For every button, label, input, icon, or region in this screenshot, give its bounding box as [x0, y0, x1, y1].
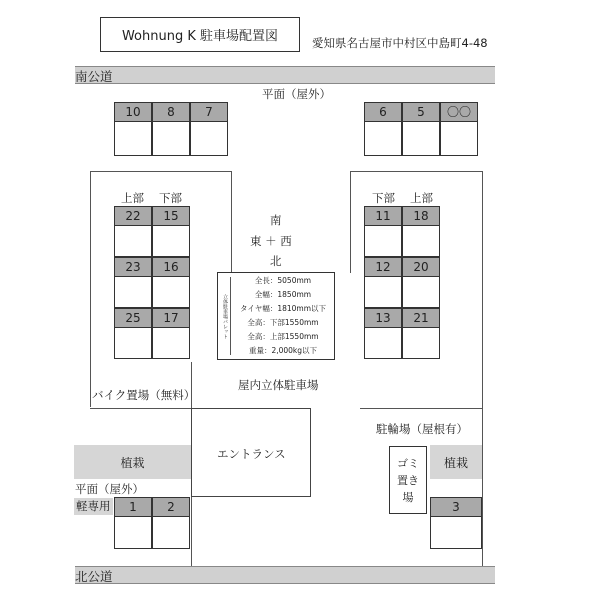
parking-slot: 11	[364, 206, 402, 257]
parking-slot: 7	[190, 102, 228, 156]
parking-slot: 22	[114, 206, 152, 257]
address-text: 愛知県名古屋市中村区中島町4-48	[312, 36, 488, 50]
parking-slot: 18	[402, 206, 440, 257]
parking-slot: 20	[402, 257, 440, 308]
building-outline	[360, 408, 483, 409]
parking-slot: 17	[152, 308, 190, 359]
north-road-label: 北公道	[75, 569, 113, 584]
spec-row: 全高：上部1550mm	[247, 332, 319, 341]
parking-slot: 3	[430, 497, 482, 549]
building-outline	[231, 171, 232, 273]
parking-slot: 1	[114, 497, 152, 549]
parking-slot: 12	[364, 257, 402, 308]
south-road-label: 南公道	[75, 69, 113, 84]
building-outline	[350, 171, 351, 273]
parking-slot: 21	[402, 308, 440, 359]
bike-area-label: バイク置場（無料）	[92, 388, 196, 402]
lower-label: 下部	[159, 191, 182, 205]
building-outline	[482, 171, 483, 571]
spec-row: タイヤ幅：1810mm以下	[239, 304, 327, 313]
north-road-band	[75, 566, 495, 584]
garbage-area: ゴミ 置き 場	[389, 446, 427, 514]
parking-slot: 10	[114, 102, 152, 156]
planting-right: 植栽	[430, 445, 482, 479]
south-road-band	[75, 66, 495, 84]
compass-east-west: 東 ＋ 西	[250, 234, 292, 248]
lower-label: 下部	[372, 191, 395, 205]
parking-slot: 5	[402, 102, 440, 156]
spec-vertical-note: 立体駐車場パレット	[220, 277, 231, 355]
drawing-title: Wohnung K 駐車場配置図	[100, 17, 300, 52]
spec-row: 全高：下部1550mm	[247, 318, 319, 327]
parking-slot: 2	[152, 497, 190, 549]
parking-slot: 6	[364, 102, 402, 156]
indoor-parking-label: 屋内立体駐車場	[238, 378, 319, 392]
spec-row: 全幅：1850mm	[254, 290, 312, 299]
entrance-label: エントランス	[217, 447, 286, 461]
upper-label: 上部	[121, 191, 144, 205]
spec-row: 全長：5050mm	[254, 276, 312, 285]
parking-slot: 8	[152, 102, 190, 156]
spec-row: 重量：2,000kg以下	[248, 346, 318, 355]
parking-slot: 15	[152, 206, 190, 257]
compass-north: 北	[270, 254, 282, 268]
compass-south: 南	[270, 213, 282, 227]
bicycle-area-label: 駐輪場（屋根有）	[376, 422, 468, 436]
upper-label: 上部	[410, 191, 433, 205]
building-outline	[90, 171, 91, 407]
planting-left: 植栽	[74, 445, 191, 479]
pallet-spec-box	[217, 272, 335, 360]
building-outline	[350, 171, 483, 172]
parking-slot: 25	[114, 308, 152, 359]
kei-only-label: 軽専用	[76, 499, 111, 513]
building-outline	[90, 408, 192, 409]
outdoor-bottom-label: 平面（屋外）	[75, 482, 144, 496]
parking-slot: 〇〇	[440, 102, 478, 156]
parking-slot: 23	[114, 257, 152, 308]
outdoor-top-label: 平面（屋外）	[262, 87, 331, 101]
building-outline	[90, 171, 232, 172]
parking-slot: 13	[364, 308, 402, 359]
parking-slot: 16	[152, 257, 190, 308]
